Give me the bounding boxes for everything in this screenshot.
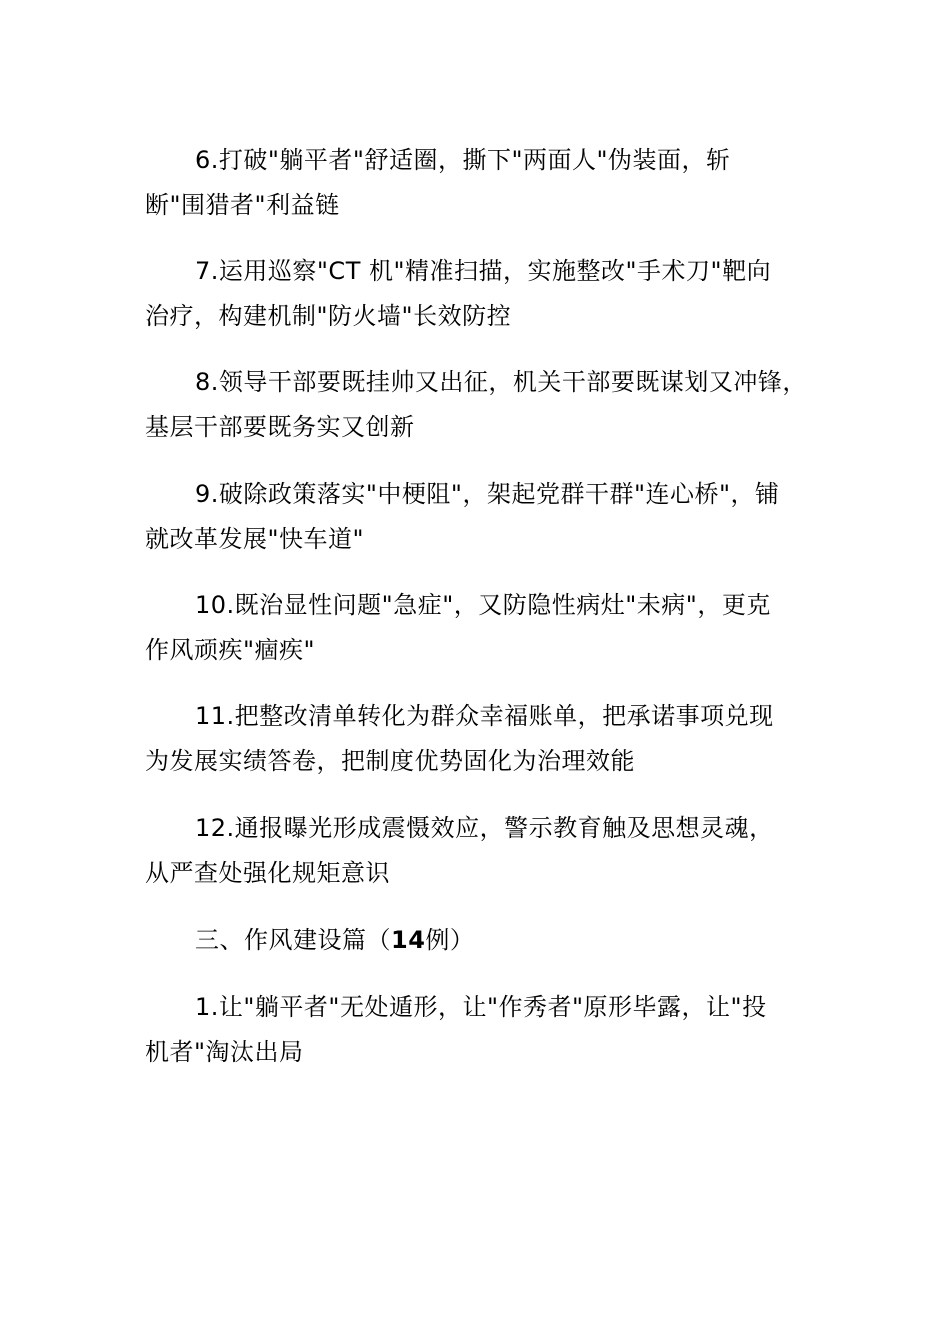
paragraph-line: 7.运用巡察"CT 机"精准扫描，实施整改"手术刀"靶向 (195, 257, 772, 285)
paragraph-item-12 (145, 806, 835, 896)
paragraph-line: 6.打破"躺平者"舒适圈，撕下"两面人"伪装面，斩 (195, 146, 731, 174)
paragraph-item-9 (145, 472, 835, 562)
paragraph-line: 基层干部要既务实又创新 (145, 413, 415, 441)
paragraph-item-8 (145, 360, 835, 450)
paragraph-line: 8.领导干部要既挂帅又出征，机关干部要既谋划又冲锋， (195, 368, 807, 396)
paragraph-line: 12.通报曝光形成震慑效应，警示教育触及思想灵魂， (195, 814, 774, 842)
paragraph-line: 9.破除政策落实"中梗阻"，架起党群干群"连心桥"，铺 (195, 480, 780, 508)
section-heading-count: 14 (391, 926, 426, 954)
paragraph-item-11 (145, 694, 835, 784)
section-heading-prefix: 三、作风建设篇（ (195, 926, 391, 954)
paragraph-line: 从严查处强化规矩意识 (145, 859, 390, 887)
paragraph-item-7 (145, 249, 835, 339)
paragraph-line: 1.让"躺平者"无处遁形，让"作秀者"原形毕露，让"投 (195, 993, 767, 1021)
paragraph-line: 就改革发展"快车道" (145, 525, 365, 553)
paragraph-line: 作风顽疾"痼疾" (145, 636, 316, 664)
section-heading-suffix: 例） (425, 926, 475, 954)
paragraph-line: 治疗，构建机制"防火墙"长效防控 (145, 302, 512, 330)
paragraph-line: 机者"淘汰出局 (145, 1038, 304, 1066)
paragraph-item-10 (145, 583, 835, 673)
paragraph-line: 11.把整改清单转化为群众幸福账单，把承诺事项兑现 (195, 702, 774, 730)
paragraph-line: 为发展实绩答卷，把制度优势固化为治理效能 (145, 747, 635, 775)
paragraph-item-6 (145, 138, 835, 228)
paragraph-line: 10.既治显性问题"急症"，又防隐性病灶"未病"，更克 (195, 591, 771, 619)
section-heading (195, 918, 474, 963)
paragraph-line: 断"围猎者"利益链 (145, 191, 340, 219)
section-paragraph-item-1 (145, 985, 835, 1075)
